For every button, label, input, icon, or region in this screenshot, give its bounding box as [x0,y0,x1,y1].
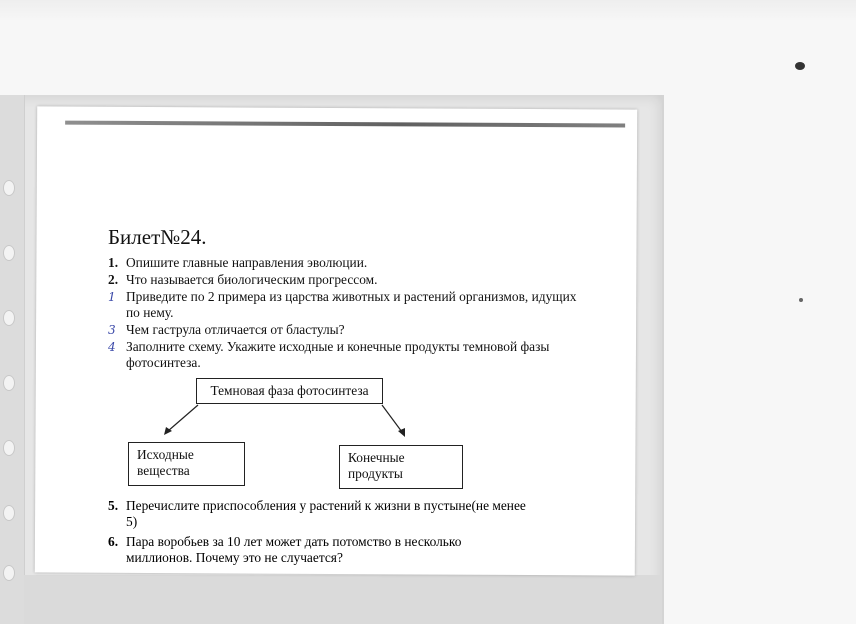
question-text: Перечислите приспособления у растений к жизни в пустыне(не менее 5) [126,498,526,529]
punch-hole [3,440,15,456]
arrow-right-line [382,405,402,432]
paper-top-edge-line [65,121,625,128]
box-line: Исходные [137,447,194,462]
handwritten-number: 3 [108,323,116,337]
punch-hole [3,310,15,326]
question-number: 5. [108,498,119,513]
initial-substances-box [128,442,245,486]
scan-speck [795,62,805,70]
final-products-box [339,445,463,489]
arrow-left-line [168,405,198,431]
ticket-content-lower [108,498,528,566]
question-text: Пара воробьев за 10 лет может дать потомство в несколько миллионов. Почему это не случается? [126,534,462,565]
punch-hole [3,245,15,261]
scan-background [0,0,856,20]
punch-hole [3,180,15,196]
sleeve-binding-edge [0,95,25,624]
question-3 [108,289,578,321]
punch-hole [3,565,15,581]
box-line: продукты [348,466,403,481]
handwritten-number: 1 [108,290,116,304]
question-number: 6. [108,534,119,549]
punch-hole [3,375,15,391]
question-6 [108,498,528,530]
question-text: Заполните схему. Укажите исходные и конечные продукты темновой фазы фотосинтеза. [126,339,550,370]
question-number: 2. [108,272,119,287]
box-line: Конечные [348,450,405,465]
ticket-title: Билет№24. [108,225,207,249]
question-text: Опишите главные направления эволюции. [126,255,368,270]
sleeve-bottom-strip [24,575,662,624]
question-5 [108,339,578,371]
box-line: вещества [137,463,190,478]
scan-speck-small [799,298,803,302]
handwritten-number: 4 [108,340,116,354]
question-7 [108,534,528,566]
question-number: 1. [108,255,119,270]
photosynthesis-diagram [120,375,480,495]
question-text: Чем гаструла отличается от бластулы? [126,322,345,337]
dark-phase-box: Темновая фаза фотосинтеза [196,378,383,404]
question-1 [108,255,578,271]
question-text: Что называется биологическим прогрессом. [126,272,378,287]
question-2 [108,272,578,288]
question-text: Приведите по 2 примера из царства животных и растений организмов, идущих по нему. [126,289,577,320]
punch-hole [3,505,15,521]
ticket-content [108,225,578,371]
question-4 [108,322,578,338]
arrow-right-head [398,428,405,437]
